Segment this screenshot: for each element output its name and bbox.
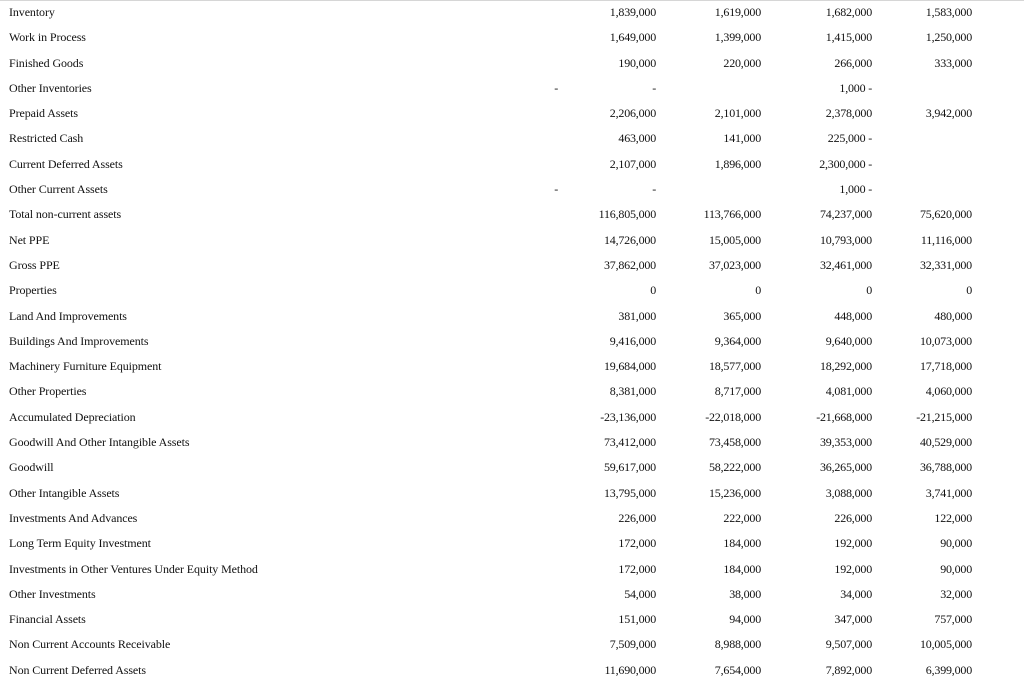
row-label: Other Properties [9,384,87,399]
value-cell-period-2: 38,000 [729,586,761,601]
value-cell-period-2: 365,000 [723,308,761,323]
value-cell-period-1: 37,862,000 [603,257,656,272]
table-row [0,228,1024,253]
table-row [0,0,1024,25]
value-cell-period-4: 1,250,000 [925,30,972,45]
table-row [0,455,1024,480]
table-row [0,126,1024,151]
row-label: Prepaid Assets [9,106,78,121]
table-row [0,379,1024,404]
value-cell-period-2: 0 [755,283,761,298]
value-cell-period-4: -21,215,000 [916,409,972,424]
row-label: Current Deferred Assets [9,156,123,171]
value-cell-period-1: - [652,80,656,95]
value-cell-period-4: 90,000 [940,561,972,576]
value-cell-period-4: 333,000 [934,55,972,70]
row-label: Gross PPE [9,257,60,272]
value-cell-period-1: 9,416,000 [609,333,656,348]
value-cell-period-2: 113,766,000 [703,207,761,222]
value-cell-period-2: 184,000 [723,536,761,551]
value-cell-period-2: 94,000 [729,612,761,627]
value-cell-period-1: 463,000 [618,131,656,146]
value-cell-period-3: 2,300,000 - [819,156,872,171]
table-row [0,557,1024,582]
table-row [0,177,1024,202]
value-cell-period-1: 116,805,000 [598,207,656,222]
value-cell-period-3: 39,353,000 [819,435,872,450]
marker-cell: - [554,182,558,197]
value-cell-period-1: 54,000 [624,586,656,601]
value-cell-period-1: 11,690,000 [604,662,656,677]
table-row [0,152,1024,177]
row-label: Finished Goods [9,55,84,70]
value-cell-period-3: 347,000 [834,612,872,627]
table-row [0,278,1024,303]
table-row [0,582,1024,607]
value-cell-period-4: 480,000 [934,308,972,323]
value-cell-period-3: 74,237,000 [819,207,872,222]
table-row [0,329,1024,354]
value-cell-period-4: 32,331,000 [919,257,972,272]
value-cell-period-1: 151,000 [618,612,656,627]
value-cell-period-2: 1,399,000 [714,30,761,45]
value-cell-period-2: 184,000 [723,561,761,576]
value-cell-period-4: 6,399,000 [925,662,972,677]
value-cell-period-3: 0 [866,283,872,298]
value-cell-period-1: 172,000 [618,561,656,576]
value-cell-period-3: 266,000 [834,55,872,70]
value-cell-period-2: 15,236,000 [708,485,761,500]
value-cell-period-3: 226,000 [834,510,872,525]
value-cell-period-3: 18,292,000 [819,359,872,374]
value-cell-period-1: 8,381,000 [609,384,656,399]
value-cell-period-1: 0 [650,283,656,298]
value-cell-period-3: 1,682,000 [825,5,872,19]
value-cell-period-3: 4,081,000 [825,384,872,399]
value-cell-period-2: 7,654,000 [714,662,761,677]
value-cell-period-3: 448,000 [834,308,872,323]
table-row [0,304,1024,329]
value-cell-period-1: 172,000 [618,536,656,551]
value-cell-period-2: 2,101,000 [714,106,761,121]
value-cell-period-4: 1,583,000 [925,5,972,19]
row-label: Restricted Cash [9,131,84,146]
value-cell-period-1: 14,726,000 [603,232,656,247]
value-cell-period-1: -23,136,000 [600,409,656,424]
value-cell-period-1: - [652,182,656,197]
value-cell-period-2: 1,896,000 [714,156,761,171]
value-cell-period-4: 3,741,000 [925,485,972,500]
table-row [0,506,1024,531]
row-label: Total non-current assets [9,207,122,222]
table-row [0,607,1024,632]
row-label: Non Current Deferred Assets [9,662,146,677]
value-cell-period-3: 192,000 [834,561,872,576]
value-cell-period-1: 1,649,000 [609,30,656,45]
value-cell-period-1: 13,795,000 [603,485,656,500]
value-cell-period-2: 222,000 [723,510,761,525]
value-cell-period-3: 1,000 - [839,182,872,197]
marker-cell: - [554,80,558,95]
row-label: Other Intangible Assets [9,485,120,500]
value-cell-period-3: 1,000 - [839,80,872,95]
table-row [0,481,1024,506]
value-cell-period-3: 32,461,000 [819,257,872,272]
value-cell-period-1: 1,839,000 [609,5,656,19]
value-cell-period-1: 226,000 [618,510,656,525]
value-cell-period-2: -22,018,000 [705,409,761,424]
value-cell-period-4: 4,060,000 [925,384,972,399]
value-cell-period-3: 10,793,000 [819,232,872,247]
value-cell-period-2: 141,000 [723,131,761,146]
table-row [0,76,1024,101]
table-row [0,531,1024,556]
value-cell-period-4: 10,005,000 [919,637,972,652]
row-label: Net PPE [9,232,50,247]
table-row [0,658,1024,683]
value-cell-period-4: 32,000 [940,586,972,601]
value-cell-period-2: 220,000 [723,55,761,70]
value-cell-period-4: 40,529,000 [919,435,972,450]
table-row [0,253,1024,278]
value-cell-period-2: 18,577,000 [708,359,761,374]
row-label: Buildings And Improvements [9,333,149,348]
value-cell-period-3: 9,507,000 [825,637,872,652]
table-row [0,101,1024,126]
table-row [0,405,1024,430]
table-row [0,25,1024,50]
value-cell-period-3: 7,892,000 [825,662,872,677]
value-cell-period-3: 2,378,000 [825,106,872,121]
value-cell-period-4: 122,000 [934,510,972,525]
table-row [0,632,1024,657]
value-cell-period-2: 37,023,000 [708,257,761,272]
row-label: Non Current Accounts Receivable [9,637,171,652]
value-cell-period-1: 7,509,000 [609,637,656,652]
value-cell-period-2: 15,005,000 [708,232,761,247]
value-cell-period-1: 73,412,000 [603,435,656,450]
value-cell-period-3: -21,668,000 [816,409,872,424]
value-cell-period-1: 19,684,000 [603,359,656,374]
value-cell-period-1: 190,000 [618,55,656,70]
value-cell-period-4: 90,000 [940,536,972,551]
value-cell-period-3: 36,265,000 [819,460,872,475]
row-label: Work in Process [9,30,86,45]
value-cell-period-3: 3,088,000 [825,485,872,500]
value-cell-period-3: 225,000 - [827,131,872,146]
value-cell-period-4: 10,073,000 [919,333,972,348]
row-label: Machinery Furniture Equipment [9,359,162,374]
value-cell-period-2: 8,988,000 [714,637,761,652]
value-cell-period-4: 17,718,000 [919,359,972,374]
table-row [0,202,1024,227]
row-label: Other Inventories [9,80,92,95]
row-label: Long Term Equity Investment [9,536,151,551]
value-cell-period-4: 75,620,000 [919,207,972,222]
value-cell-period-4: 3,942,000 [925,106,972,121]
value-cell-period-2: 73,458,000 [708,435,761,450]
value-cell-period-1: 2,107,000 [609,156,656,171]
value-cell-period-1: 381,000 [618,308,656,323]
row-label: Other Investments [9,586,96,601]
value-cell-period-2: 8,717,000 [714,384,761,399]
row-label: Financial Assets [9,612,86,627]
row-label: Inventory [9,5,55,19]
table-row [0,430,1024,455]
row-label: Investments in Other Ventures Under Equity Method [9,561,258,576]
value-cell-period-3: 1,415,000 [825,30,872,45]
value-cell-period-2: 58,222,000 [708,460,761,475]
value-cell-period-4: 11,116,000 [920,232,972,247]
value-cell-period-3: 192,000 [834,536,872,551]
table-row [0,51,1024,76]
value-cell-period-2: 1,619,000 [714,5,761,19]
value-cell-period-1: 59,617,000 [603,460,656,475]
row-label: Goodwill [9,460,54,475]
value-cell-period-4: 757,000 [934,612,972,627]
row-label: Properties [9,283,57,298]
row-label: Accumulated Depreciation [9,409,136,424]
row-label: Other Current Assets [9,182,108,197]
value-cell-period-4: 36,788,000 [919,460,972,475]
row-label: Land And Improvements [9,308,127,323]
table-row [0,354,1024,379]
value-cell-period-3: 9,640,000 [825,333,872,348]
value-cell-period-4: 0 [966,283,972,298]
row-label: Investments And Advances [9,510,138,525]
value-cell-period-2: 9,364,000 [714,333,761,348]
value-cell-period-1: 2,206,000 [609,106,656,121]
value-cell-period-3: 34,000 [840,586,872,601]
row-label: Goodwill And Other Intangible Assets [9,435,190,450]
